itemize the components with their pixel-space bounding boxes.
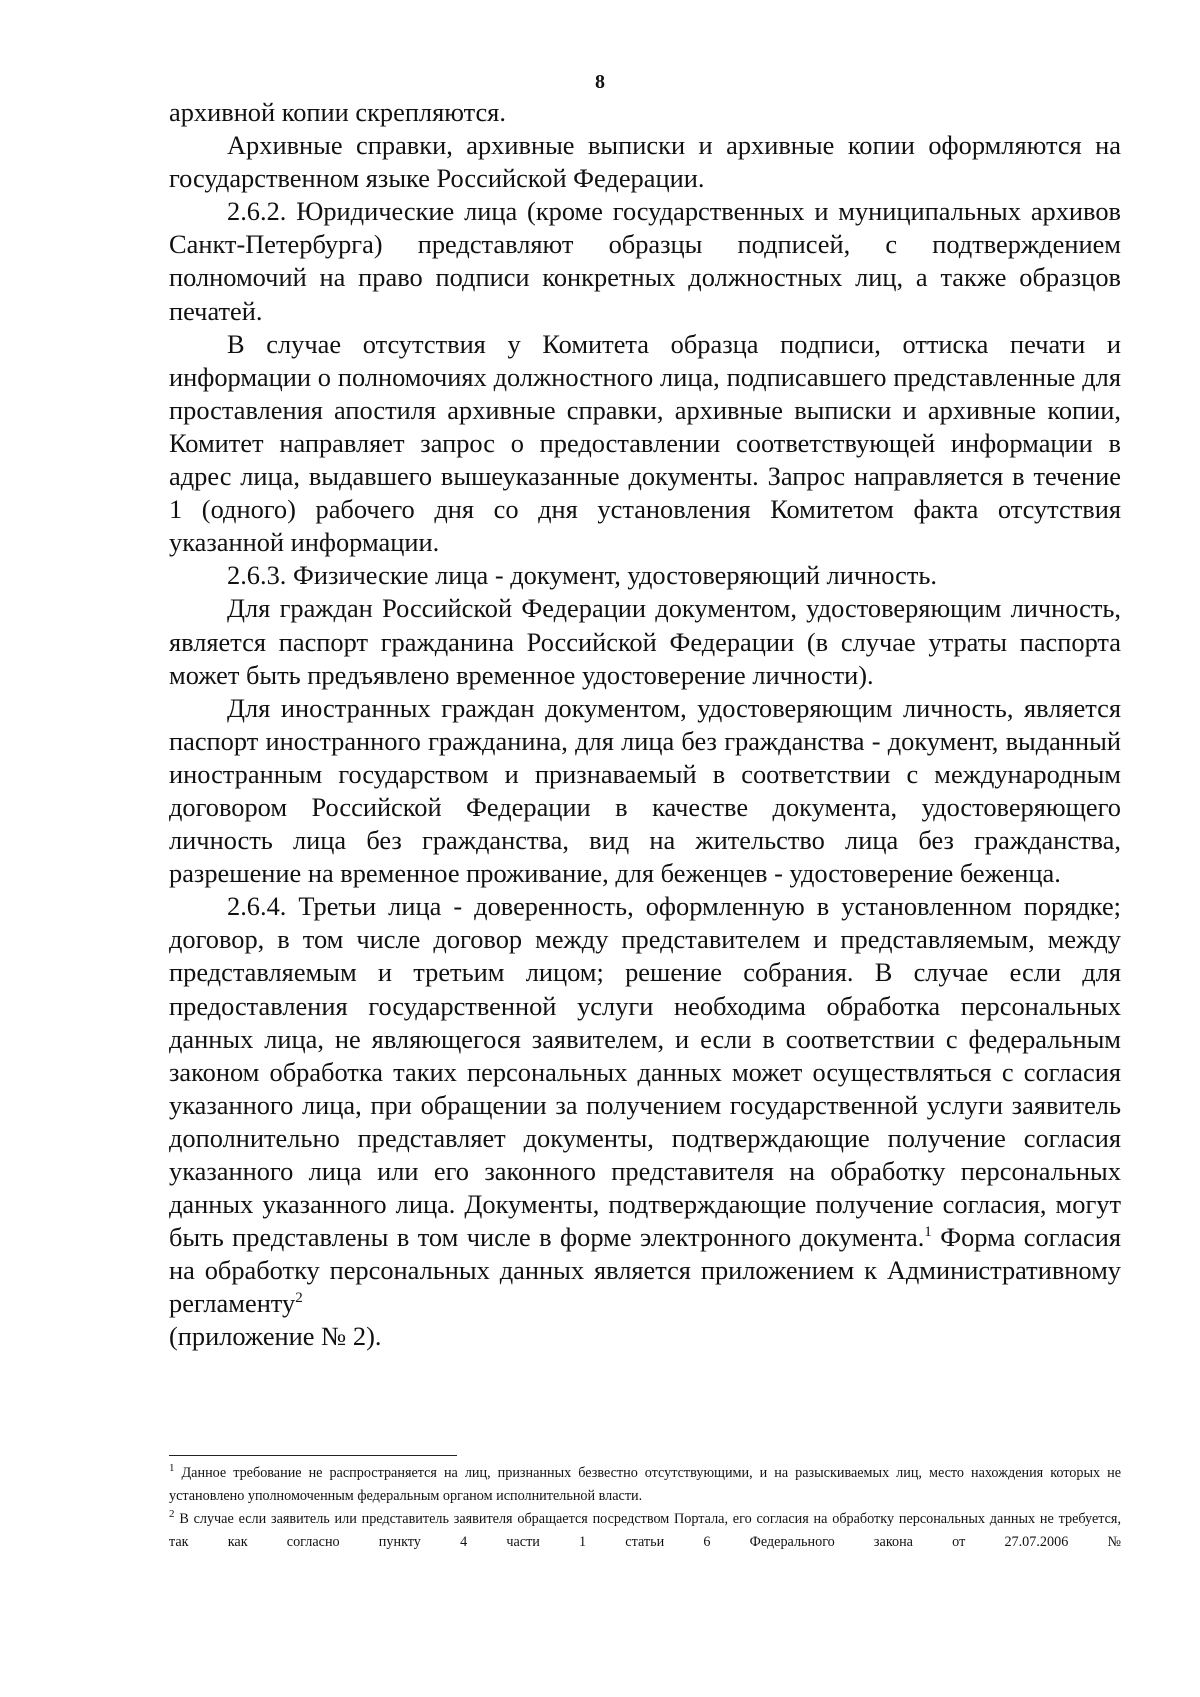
paragraph-continuation: архивной копии скрепляются.	[169, 97, 506, 127]
paragraph-2-6-4	[169, 890, 1121, 1320]
body-text	[169, 96, 1121, 1354]
paragraph-2-6-4-form-text: Форма согласия на обработку персональных данных является приложением к Административному регламенту	[169, 1222, 1121, 1319]
paragraph-2-6-4-text: 2.6.4. Третьи лица - доверенность, оформленную в установленном порядке; договор, в том числе договор между представителем и представляемым, между представляемым и третьим лицом; решение собрания. В случае если для предоставления государственной услуги необходима обработка персональных данных лица, не являющегося заявителем, и если в соответствии с федеральным законом обработка таких персональных данных может осуществляться с согласия указанного лица, при обращении за получением государственной услуги заявитель дополнительно представляет документы, подтверждающие получение согласия указанного лица или его законного представителя на обработку персональных данных указанного лица. Документы, подтверждающие получение согласия, могут быть представлены в том числе в форме электронного документа.	[169, 891, 1121, 1253]
footnote-ref-2[interactable]: 2	[295, 1290, 303, 1307]
footnote-1	[169, 1462, 1121, 1508]
paragraph-2-6-3: 2.6.3. Физические лица - документ, удостоверяющий личность.	[227, 560, 937, 591]
paragraph-2-6-2: 2.6.2. Юридические лица (кроме государственных и муниципальных архивов Санкт-Петербурга) представляют образцы подписей, с подтверждением полномочий на право подписи конкретных должностных лиц, а также образцов печатей.	[169, 196, 1121, 326]
paragraph-committee-request: В случае отсутствия у Комитета образца подписи, оттиска печати и информации о полномочиях должностного лица, подписавшего представленные для проставления апостиля архивные справки, архивные выписки и архивные копии, Комитет направляет запрос о предоставлении соответствующей информации в адрес лица, выдавшего вышеуказанные документы. Запрос направляется в течение 1 (одного) рабочего дня со дня установления Комитетом факта отсутствия указанной информации.	[169, 328, 1121, 558]
paragraph-foreigners-id: Для иностранных граждан документом, удостоверяющим личность, является паспорт иностранного гражданина, для лица без гражданства - документ, выданный иностранным государством и признаваемый в соответствии с международным договором Российской Федерации в качестве документа, удостоверяющего личность лица без гражданства, вид на жительство лица без гражданства, разрешение на временное проживание, для беженцев - удостоверение беженца.	[169, 692, 1121, 889]
footnote-2	[169, 1508, 1121, 1554]
footnote-2-text: В случае если заявитель или представитель заявителя обращается посредством Портала, его согласия на обработку персональных данных не требуется, так как согласно пункту 4 части 1 статьи 6 Федерального закона от 27.07.2006 №	[169, 1511, 1122, 1550]
footnote-ref-1[interactable]: 1	[924, 1224, 932, 1241]
footnote-marker-2: 2	[169, 1508, 175, 1520]
footnotes	[169, 1462, 1121, 1554]
paragraph-archive-language: Архивные справки, архивные выписки и архивные копии оформляются на государственном языке Российской Федерации.	[169, 130, 1121, 194]
paragraph-appendix-ref: (приложение № 2).	[169, 1321, 382, 1352]
footnote-1-text: Данное требование не распространяется на лиц, признанных безвестно отсутствующими, и на разыскиваемых лиц, место нахождения которых не установлено уполномоченным федеральным органом исполнительной власти.	[169, 1465, 1121, 1504]
page-number: 8	[595, 71, 605, 93]
footnote-marker-1: 1	[169, 1462, 175, 1474]
paragraph-citizens-id: Для граждан Российской Федерации документом, удостоверяющим личность, является паспорт гражданина Российской Федерации (в случае утраты паспорта может быть предъявлено временное удостоверение личности).	[169, 593, 1121, 690]
footnote-divider	[169, 1455, 457, 1456]
